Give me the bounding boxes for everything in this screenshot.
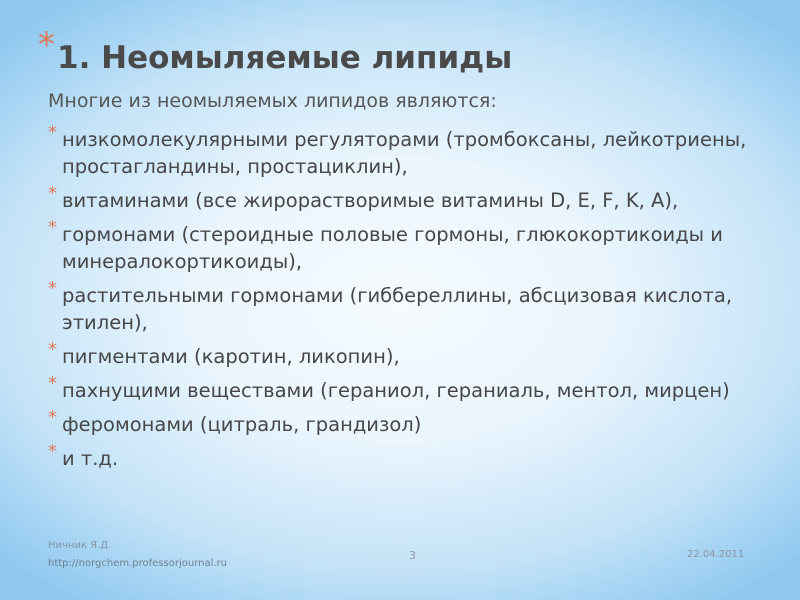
bullet-icon: * xyxy=(48,278,57,299)
bullet-icon: * xyxy=(48,122,57,143)
bullet-icon: * xyxy=(48,407,57,428)
list-item-text: феромонами (цитраль, грандизол) xyxy=(62,413,422,436)
bullet-icon: * xyxy=(48,183,57,204)
list-item xyxy=(48,373,768,404)
page-number: 3 xyxy=(409,549,416,562)
list-item xyxy=(48,122,768,180)
list-item-text: пахнущими веществами (гераниол, гераниаль, ментол, мирцен) xyxy=(62,379,730,402)
bullet-icon: * xyxy=(48,339,57,360)
footer-date: 22.04.2011 xyxy=(687,549,745,560)
list-item-text: пигментами (каротин, ликопин), xyxy=(62,345,400,368)
bullet-icon: * xyxy=(48,217,57,238)
slide-title: 1. Неомыляемые липиды xyxy=(57,40,513,76)
list-item-text: гормонами (стероидные половые гормоны, глюкокортикоиды и минералокортикоиды), xyxy=(62,223,723,273)
bullet-icon: * xyxy=(48,441,57,462)
title-row xyxy=(38,25,513,88)
title-bullet-icon: * xyxy=(38,25,55,65)
list-item xyxy=(48,183,768,214)
list-item xyxy=(48,217,768,275)
footer-url: http://norgchem.professorjournal.ru xyxy=(48,558,228,569)
list-item xyxy=(48,278,768,336)
bullet-list xyxy=(48,122,768,479)
list-item xyxy=(48,339,768,370)
list-item-text: и т.д. xyxy=(62,447,119,470)
list-item-text: растительными гормонами (гиббереллины, абсцизовая кислота, этилен), xyxy=(62,284,733,334)
list-item-text: низкомолекулярными регуляторами (тромбоксаны, лейкотриены, простагландины, простациклин), xyxy=(62,128,747,178)
bullet-icon: * xyxy=(48,373,57,394)
footer-author: Ничник Я.Д. xyxy=(48,540,112,551)
list-item-text: витаминами (все жирорастворимые витамины D, E, F, K, A), xyxy=(62,189,679,212)
list-item xyxy=(48,441,768,472)
list-item xyxy=(48,407,768,438)
intro-text: Многие из неомыляемых липидов являются: xyxy=(48,90,497,112)
